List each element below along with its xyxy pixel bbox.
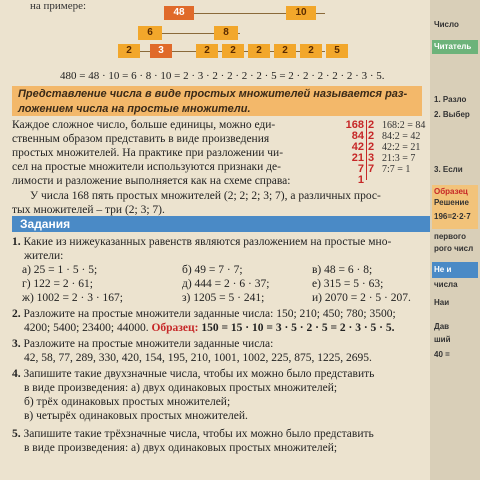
option: д) 444 = 2 · 6 · 37; — [182, 278, 270, 290]
tree-node-48: 48 — [164, 6, 194, 20]
task-5 — [12, 427, 430, 441]
fact-note: 42:2 = 21 — [382, 142, 421, 153]
fact-divisor: 2 — [368, 141, 375, 153]
side-text: первого — [434, 232, 466, 241]
task-text: в виде произведения: а) двух одинаковых простых множителей; — [24, 442, 338, 454]
sample-label: Образец: — [151, 322, 199, 334]
side-text: Решение — [434, 198, 469, 207]
equation: 480 = 48 · 10 = 6 · 8 · 10 = 2 · 3 · 2 · 2 · 2 · 2 · 5 = 2 · 2 · 2 · 2 · 2 · 3 · 5. — [60, 70, 385, 82]
task-text: Какие из нижеуказанных равенств являются разложением на простые мно- — [23, 236, 392, 248]
side-text: Число — [434, 20, 459, 29]
option: г) 122 = 2 · 61; — [22, 278, 93, 290]
side-text: 2. Выбер — [434, 110, 470, 119]
task-text: Разложите на простые множители заданные числа: 150; 210; 450; 780; 3500; — [23, 308, 396, 320]
definition-line: ложением числа на простые множители. — [18, 103, 251, 115]
paragraph-line: лимости и разложение выполняется как на схеме справа: — [12, 175, 291, 187]
tree-leaf: 2 — [300, 44, 322, 58]
side-text: Наи — [434, 298, 450, 307]
task-number: 3. — [12, 338, 21, 350]
task-number: 1. — [12, 236, 21, 248]
task-text: Запишите такие двухзначные числа, чтобы их можно было представить — [23, 368, 375, 380]
tree-leaf: 2 — [118, 44, 140, 58]
task-1-options — [22, 263, 422, 305]
task-number: 4. — [12, 368, 21, 380]
tree-leaf: 5 — [326, 44, 348, 58]
side-text: 196=2·2·7 — [434, 212, 471, 221]
side-text: 3. Если — [434, 165, 463, 174]
paragraph-line: ственным образом представить в виде произведения — [12, 133, 270, 145]
fact-value: 21 — [351, 152, 364, 164]
tree-leaf: 2 — [248, 44, 270, 58]
tree-leaf: 3 — [150, 44, 172, 58]
side-text: ший — [434, 335, 451, 344]
side-text: числа — [434, 280, 458, 289]
tree-node-8: 8 — [214, 26, 238, 40]
task-2 — [12, 307, 430, 321]
option: ж) 1002 = 2 · 3 · 167; — [22, 292, 123, 304]
task-text: 4200; 5400; 23400; 44000. — [24, 322, 149, 334]
option: в) 48 = 6 · 8; — [312, 264, 373, 276]
fact-note: 84:2 = 42 — [382, 131, 421, 142]
task-text: жители: — [24, 250, 64, 262]
task-text: Запишите такие трёхзначные числа, чтобы их можно было представить — [23, 428, 374, 440]
task-text: Разложите на простые множители заданные числа: — [23, 338, 274, 350]
fact-value: 7 — [357, 163, 364, 175]
option: з) 1205 = 5 · 241; — [182, 292, 265, 304]
side-text: Образец — [434, 187, 468, 196]
tree-leaf: 2 — [196, 44, 218, 58]
side-text: Дав — [434, 322, 450, 331]
option: е) 315 = 5 · 63; — [312, 278, 384, 290]
paragraph-line: сел на простые множители используются признаки де- — [12, 161, 281, 173]
option: б) 49 = 7 · 7; — [182, 264, 243, 276]
task-3 — [12, 337, 430, 351]
tree-leaf: 2 — [222, 44, 244, 58]
fact-value: 1 — [357, 174, 364, 186]
task-number: 2. — [12, 308, 21, 320]
side-text: 40 = — [434, 350, 450, 359]
fact-divisor: 2 — [368, 130, 375, 142]
tree-node-10: 10 — [286, 6, 316, 20]
fact-divisor: 2 — [368, 119, 375, 131]
definition-line: Представление числа в виде простых множителей называется раз- — [18, 88, 408, 100]
sample-text: 150 = 15 · 10 = 3 · 5 · 2 · 5 = 2 · 3 · 5 · 5. — [201, 322, 395, 334]
fact-note: 21:3 = 7 — [382, 153, 416, 164]
task-text: в) четырёх одинаковых простых множителей. — [24, 410, 248, 422]
fact-note: 168:2 = 84 — [382, 120, 426, 131]
fact-divisor: 7 — [368, 163, 375, 175]
paragraph-line: тых множителей – три (2; 3; 7). — [12, 204, 165, 216]
option: и) 2070 = 2 · 5 · 207. — [312, 292, 411, 304]
fact-value: 42 — [351, 141, 364, 153]
fact-value: 84 — [351, 130, 364, 142]
option: а) 25 = 1 · 5 · 5; — [22, 264, 98, 276]
definition-band — [12, 86, 422, 116]
task-text: 42, 58, 77, 289, 330, 420, 154, 195, 210, 1001, 1002, 225, 875, 1225, 2695. — [24, 352, 372, 364]
factorization-scheme — [342, 119, 427, 186]
fact-divisor: 3 — [368, 152, 375, 164]
task-number: 5. — [12, 428, 21, 440]
paragraph-line: простых множителей. На практике при разложении чи- — [12, 147, 284, 159]
tree-leaf: 2 — [274, 44, 296, 58]
fact-note: 7:7 = 1 — [382, 164, 411, 175]
fact-value: 168 — [345, 119, 364, 131]
header-text: на примере: — [30, 0, 87, 12]
paragraph-line: У числа 168 пять простых множителей (2; 2; 2; 3; 7), а различных прос- — [30, 190, 381, 202]
task-2-line2 — [24, 321, 430, 335]
task-text: в виде произведения: а) двух одинаковых простых множителей; — [24, 382, 338, 394]
side-text: 1. Разло — [434, 95, 467, 104]
task-text: б) трёх одинаковых простых множителей; — [24, 396, 231, 408]
side-text: рого числ — [434, 244, 474, 253]
tasks-heading: Задания — [12, 216, 430, 232]
adjacent-page — [430, 0, 480, 480]
task-4 — [12, 367, 430, 381]
side-text: Читатель — [434, 42, 472, 51]
side-text: Не и — [434, 265, 452, 274]
task-1 — [12, 235, 430, 249]
tree-node-6: 6 — [138, 26, 162, 40]
paragraph-line: Каждое сложное число, больше единицы, можно еди- — [12, 119, 276, 131]
